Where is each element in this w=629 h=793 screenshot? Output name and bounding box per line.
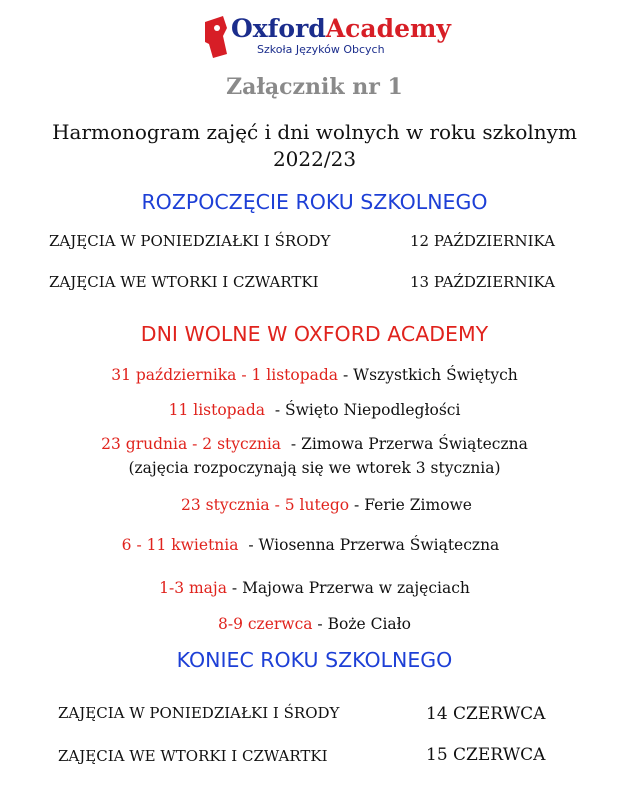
holiday-dates: 23 stycznia - 5 lutego xyxy=(181,496,350,514)
document-title xyxy=(0,119,629,173)
holiday-dates: 1-3 maja xyxy=(159,579,227,597)
holiday-item xyxy=(0,536,625,554)
holiday-name: Majowa Przerwa w zajęciach xyxy=(242,579,470,597)
holiday-item xyxy=(12,496,629,514)
holiday-item xyxy=(0,401,629,419)
holiday-dates: 11 listopada xyxy=(168,401,265,419)
logo-name-first: Oxford xyxy=(231,14,326,43)
logo-emblem-icon xyxy=(203,14,229,58)
holiday-separator: - xyxy=(281,435,302,453)
holiday-name: Zimowa Przerwa Świąteczna xyxy=(301,435,528,453)
holiday-note: (zajęcia rozpoczynają się we wtorek 3 stycznia) xyxy=(128,459,501,477)
end-row-2-date: 15 CZERWCA xyxy=(426,745,546,765)
holiday-name: Wiosenna Przerwa Świąteczna xyxy=(258,536,500,554)
logo-wordmark xyxy=(231,14,451,44)
holiday-dates: 8-9 czerwca xyxy=(217,615,313,633)
start-heading: ROZPOCZĘCIE ROKU SZKOLNEGO xyxy=(141,190,488,214)
start-row-1-date: 12 PAŹDZIERNIKA xyxy=(410,232,555,250)
end-row-2-days: ZAJĘCIA WE WTORKI I CZWARTKI xyxy=(58,747,328,765)
logo-name-second: Academy xyxy=(325,14,451,43)
holiday-separator: - xyxy=(349,496,365,514)
holiday-dates: 23 grudnia - 2 stycznia xyxy=(101,435,282,453)
holiday-item xyxy=(0,366,629,384)
holiday-name: Święto Niepodległości xyxy=(285,401,461,419)
holiday-separator: - xyxy=(312,615,328,633)
holiday-name: Boże Ciało xyxy=(327,615,411,633)
holiday-dates: 6 - 11 kwietnia xyxy=(121,536,239,554)
start-row-1-days: ZAJĘCIA W PONIEDZIAŁKI I ŚRODY xyxy=(49,232,331,250)
title-line-2: 2022/23 xyxy=(272,147,357,171)
holiday-separator: - xyxy=(265,401,286,419)
holiday-name: Ferie Zimowe xyxy=(364,496,472,514)
holiday-separator: - xyxy=(226,579,243,597)
holiday-separator: - xyxy=(238,536,259,554)
holiday-separator: - xyxy=(338,366,354,384)
start-row-2-days: ZAJĘCIA WE WTORKI I CZWARTKI xyxy=(49,273,319,291)
end-row-1-days: ZAJĘCIA W PONIEDZIAŁKI I ŚRODY xyxy=(58,704,340,722)
holidays-heading: DNI WOLNE W OXFORD ACADEMY xyxy=(140,322,489,346)
holiday-item xyxy=(0,579,629,597)
holiday-item xyxy=(0,615,629,633)
annex-label: Załącznik nr 1 xyxy=(226,74,403,100)
title-line-1: Harmonogram zajęć i dni wolnych w roku szkolnym xyxy=(52,120,577,144)
end-row-1-date: 14 CZERWCA xyxy=(426,704,546,724)
end-heading: KONIEC ROKU SZKOLNEGO xyxy=(176,648,453,672)
holiday-item xyxy=(0,435,629,453)
holiday-name: Wszystkich Świętych xyxy=(353,366,518,384)
holiday-dates: 31 października - 1 listopada xyxy=(111,366,339,384)
logo-tagline: Szkoła Języków Obcych xyxy=(257,43,385,56)
oxford-academy-logo xyxy=(203,14,463,58)
start-row-2-date: 13 PAŹDZIERNIKA xyxy=(410,273,555,291)
